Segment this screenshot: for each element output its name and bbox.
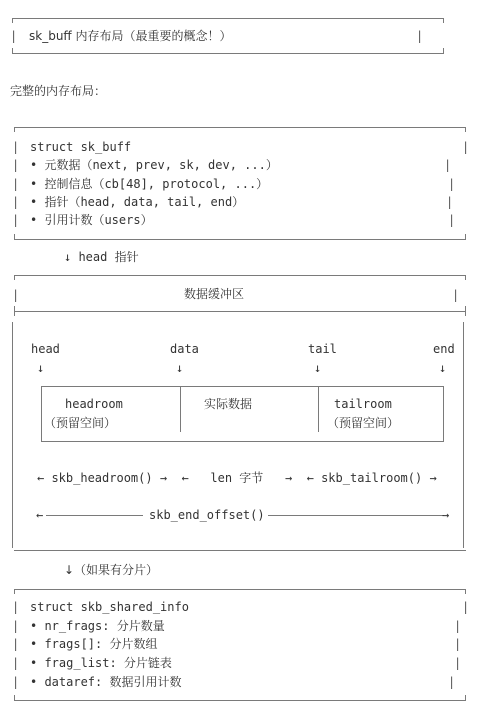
shared-left-bar: | bbox=[12, 619, 20, 633]
buffer-right-bar: | bbox=[452, 288, 460, 302]
shared-item: • dataref: 数据引用计数 bbox=[30, 675, 182, 689]
section-label: 完整的内存布局： bbox=[10, 84, 107, 98]
struct-item: • 元数据（next, prev, sk, dev, ...） bbox=[30, 158, 278, 172]
end-offset-label: skb_end_offset() bbox=[149, 508, 265, 522]
segment-tail-divider bbox=[318, 386, 319, 432]
shared-left-bar: | bbox=[12, 637, 20, 651]
buffer-box-top-border bbox=[14, 275, 466, 276]
title-text: sk_buff 内存布局（最重要的概念！） bbox=[29, 29, 232, 43]
shared-right-bar: | bbox=[454, 637, 462, 651]
struct-box-right-tick bbox=[465, 127, 466, 132]
segments-bottom-border bbox=[41, 441, 444, 442]
buffer-left-edge bbox=[12, 322, 13, 548]
data-down-arrow: ↓ bbox=[176, 361, 184, 375]
segments-top-border bbox=[41, 386, 444, 387]
end-offset-arrow-left: ← bbox=[36, 508, 44, 522]
tailroom-note: （预留空间） bbox=[327, 416, 400, 430]
shared-item: • frag_list: 分片链表 bbox=[30, 656, 172, 670]
struct-item: • 指针（head, data, tail, end） bbox=[30, 195, 245, 209]
buffer-box-right-tick bbox=[465, 275, 466, 280]
shared-item: • frags[]: 分片数组 bbox=[30, 637, 158, 651]
measure-row: ← skb_headroom() → ← len 字节 → ← skb_tailroom() → bbox=[37, 471, 437, 485]
title-box-left-bar: | bbox=[10, 29, 18, 43]
shared-right-bar: | bbox=[448, 675, 456, 689]
struct-left-bar: | bbox=[12, 158, 20, 172]
buffer-right-edge bbox=[463, 322, 464, 548]
end-down-arrow: ↓ bbox=[439, 361, 447, 375]
payload-label: 实际数据 bbox=[204, 397, 253, 411]
struct-left-bar: | bbox=[12, 140, 20, 154]
struct-heading: struct sk_buff bbox=[30, 140, 132, 154]
headroom-note: （预留空间） bbox=[44, 416, 117, 430]
tailroom-label: tailroom bbox=[334, 397, 392, 411]
struct-left-bar: | bbox=[12, 177, 20, 191]
shared-box-right-tick bbox=[465, 589, 466, 594]
buffer-divider-right-tick bbox=[465, 306, 466, 316]
shared-right-bar: | bbox=[454, 656, 462, 670]
shared-left-bar: | bbox=[12, 675, 20, 689]
buffer-box-left-tick bbox=[14, 275, 15, 280]
head-down-arrow: ↓ bbox=[37, 361, 45, 375]
title-box-top-border bbox=[12, 18, 444, 19]
shared-box-top-border bbox=[14, 589, 466, 590]
buffer-box-bottom-border bbox=[14, 550, 466, 551]
buffer-divider-left-tick bbox=[14, 306, 15, 316]
buffer-title: 数据缓冲区 bbox=[184, 287, 245, 301]
title-box-left-tick bbox=[12, 18, 13, 23]
buffer-title-divider bbox=[14, 311, 466, 312]
segment-left-edge bbox=[41, 386, 42, 442]
segment-right-edge bbox=[443, 386, 444, 442]
struct-left-bar: | bbox=[12, 195, 20, 209]
struct-item: • 控制信息（cb[48], protocol, ...） bbox=[30, 177, 269, 191]
shared-left-bar: | bbox=[12, 656, 20, 670]
headroom-label: headroom bbox=[65, 397, 123, 411]
struct-right-bar: | bbox=[448, 213, 456, 227]
struct-item: • 引用计数（users） bbox=[30, 213, 153, 227]
struct-box-top-border bbox=[14, 127, 466, 128]
pointer-end-label: end bbox=[433, 342, 455, 356]
shared-item: • nr_frags: 分片数量 bbox=[30, 619, 165, 633]
struct-box-right-foot bbox=[465, 234, 466, 239]
segment-data-divider bbox=[180, 386, 181, 432]
pointer-data-label: data bbox=[170, 342, 199, 356]
end-offset-arrow-right: → bbox=[442, 508, 450, 522]
shared-box-left-foot bbox=[14, 695, 15, 700]
tail-down-arrow: ↓ bbox=[314, 361, 322, 375]
head-pointer-arrow: ↓ head 指针 bbox=[64, 250, 139, 264]
shared-right-bar: | bbox=[462, 600, 470, 614]
struct-left-bar: | bbox=[12, 213, 20, 227]
title-box-right-bar: | bbox=[416, 29, 424, 43]
struct-right-bar: | bbox=[462, 140, 470, 154]
shared-left-bar: | bbox=[12, 600, 20, 614]
end-offset-left-line bbox=[46, 515, 143, 516]
buffer-left-bar: | bbox=[12, 288, 20, 302]
struct-box-left-tick bbox=[14, 127, 15, 132]
shared-right-bar: | bbox=[454, 619, 462, 633]
pointer-tail-label: tail bbox=[308, 342, 337, 356]
struct-box-left-foot bbox=[14, 234, 15, 239]
title-box-right-tick bbox=[443, 18, 444, 23]
title-box-right-foot bbox=[443, 48, 444, 53]
struct-right-bar: | bbox=[448, 177, 456, 191]
shared-box-bottom-border bbox=[14, 700, 466, 701]
frags-arrow: ↓（如果有分片） bbox=[64, 563, 159, 577]
struct-right-bar: | bbox=[446, 195, 454, 209]
pointer-head-label: head bbox=[31, 342, 60, 356]
title-box-bottom-border bbox=[12, 53, 444, 54]
end-offset-right-line bbox=[268, 515, 444, 516]
shared-box-left-tick bbox=[14, 589, 15, 594]
shared-heading: struct skb_shared_info bbox=[30, 600, 189, 614]
shared-box-right-foot bbox=[465, 695, 466, 700]
struct-box-bottom-border bbox=[14, 239, 466, 240]
struct-right-bar: | bbox=[444, 158, 452, 172]
title-box-left-foot bbox=[12, 48, 13, 53]
